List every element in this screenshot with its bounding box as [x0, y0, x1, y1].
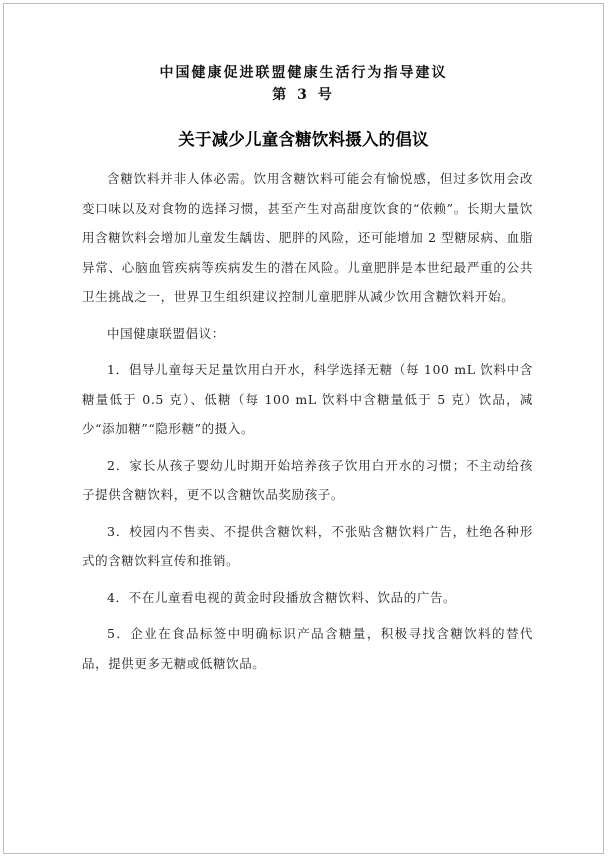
- paragraph-intro: 含糖饮料并非人体必需。饮用含糖饮料可能会有愉悦感，但过多饮用会改变口味以及对食物的选择习惯，甚至产生对高甜度饮食的“依赖”。长期大量饮用含糖饮料会增加儿童发生龋齿、肥胖的风险，还可能增加 2 型糖尿病、血脂异常、心脑血管疾病等疾病发生的潜在风险。儿童肥胖是本世纪最严重的公共卫生挑战之一，世界卫生组织建议控制儿童肥胖从减少饮用含糖饮料开始。: [82, 171, 533, 304]
- paragraph-item-4: 4．不在儿童看电视的黄金时段播放含糖饮料、饮品的广告。: [107, 589, 457, 605]
- header-issue-number: 第 3 号: [272, 87, 335, 103]
- paragraph-item-1: 1．倡导儿童每天足量饮用白开水，科学选择无糖（每 100 mL 饮料中含糖量低于 0.5 克）、低糖（每 100 mL 饮料中含糖量低于 5 克）饮品，减少“添加糖”“隐形糖”的摄入。: [82, 362, 533, 436]
- document-body: [82, 164, 533, 685]
- paragraph-item-2: 2．家长从孩子婴幼儿时期开始培养孩子饮用白开水的习惯；不主动给孩子提供含糖饮料，更不以含糖饮品奖励孩子。: [82, 457, 533, 502]
- document-page: [3, 3, 604, 854]
- paragraph-item-5: 5．企业在食品标签中明确标识产品含糖量，积极寻找含糖饮料的替代品，提供更多无糖或低糖饮品。: [82, 626, 533, 671]
- header-org-line: 中国健康促进联盟健康生活行为指导建议: [159, 65, 448, 81]
- paragraph-item-3: 3．校园内不售卖、不提供含糖饮料，不张贴含糖饮料广告，杜绝各种形式的含糖饮料宣传和推销。: [82, 523, 533, 568]
- paragraph-initiative-lead: 中国健康联盟倡议：: [107, 325, 225, 341]
- document-title: 关于减少儿童含糖饮料摄入的倡议: [178, 130, 429, 149]
